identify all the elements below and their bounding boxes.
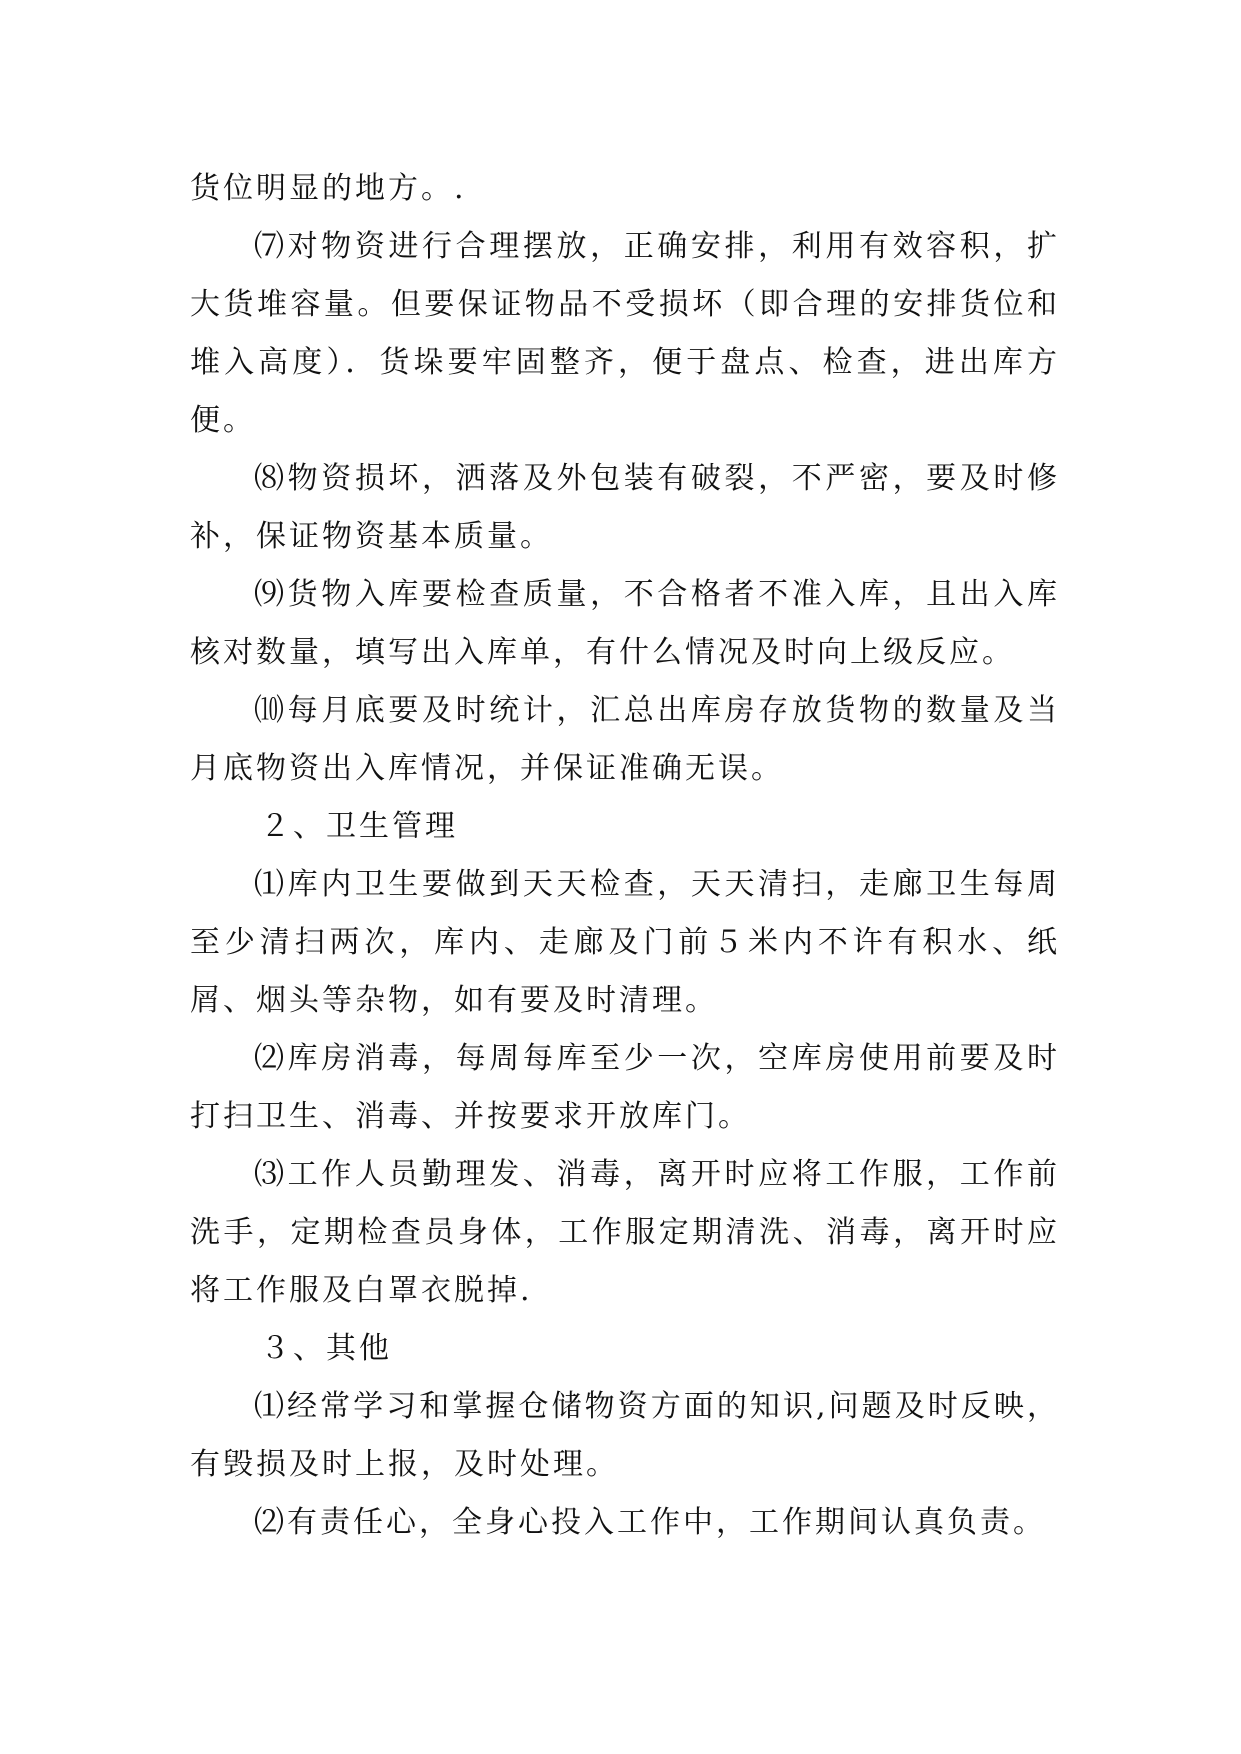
other-item-2: ⑵有责任心，全身心投入工作中，工作期间认真负责。 <box>254 1505 1046 1540</box>
section-heading-hygiene: ２、卫生管理 <box>260 809 458 844</box>
document-body <box>190 160 1060 1552</box>
section-heading-other: ３、其他 <box>260 1331 392 1366</box>
paragraph-item-7: ⑺对物资进行合理摆放，正确安排，利用有效容积，扩大货堆容量。但要保证物品不受损坏（即合理的安排货位和堆入高度）．货垛要牢固整齐，便于盘点、检查，进出库方便。 <box>190 229 1060 438</box>
hygiene-item-1: ⑴库内卫生要做到天天检查，天天清扫，走廊卫生每周至少清扫两次，库内、走廊及门前５米内不许有积水、纸屑、烟头等杂物，如有要及时清理。 <box>190 867 1060 1018</box>
paragraph-item-8: ⑻物资损坏，洒落及外包装有破裂，不严密，要及时修补，保证物资基本质量。 <box>190 461 1060 554</box>
paragraph-item-9: ⑼货物入库要检查质量，不合格者不准入库，且出入库核对数量，填写出入库单，有什么情况及时向上级反应。 <box>190 577 1060 670</box>
paragraph-continuation: 货位明显的地方。. <box>190 171 467 206</box>
hygiene-item-3: ⑶工作人员勤理发、消毒，离开时应将工作服，工作前洗手，定期检查员身体，工作服定期清洗、消毒，离开时应将工作服及白罩衣脱掉. <box>190 1157 1060 1308</box>
hygiene-item-2: ⑵库房消毒，每周每库至少一次，空库房使用前要及时打扫卫生、消毒、并按要求开放库门。 <box>190 1041 1060 1134</box>
other-item-1: ⑴经常学习和掌握仓储物资方面的知识,问题及时反映，有毁损及时上报，及时处理。 <box>190 1389 1060 1482</box>
paragraph-item-10: ⑽每月底要及时统计，汇总出库房存放货物的数量及当月底物资出入库情况，并保证准确无误。 <box>190 693 1060 786</box>
